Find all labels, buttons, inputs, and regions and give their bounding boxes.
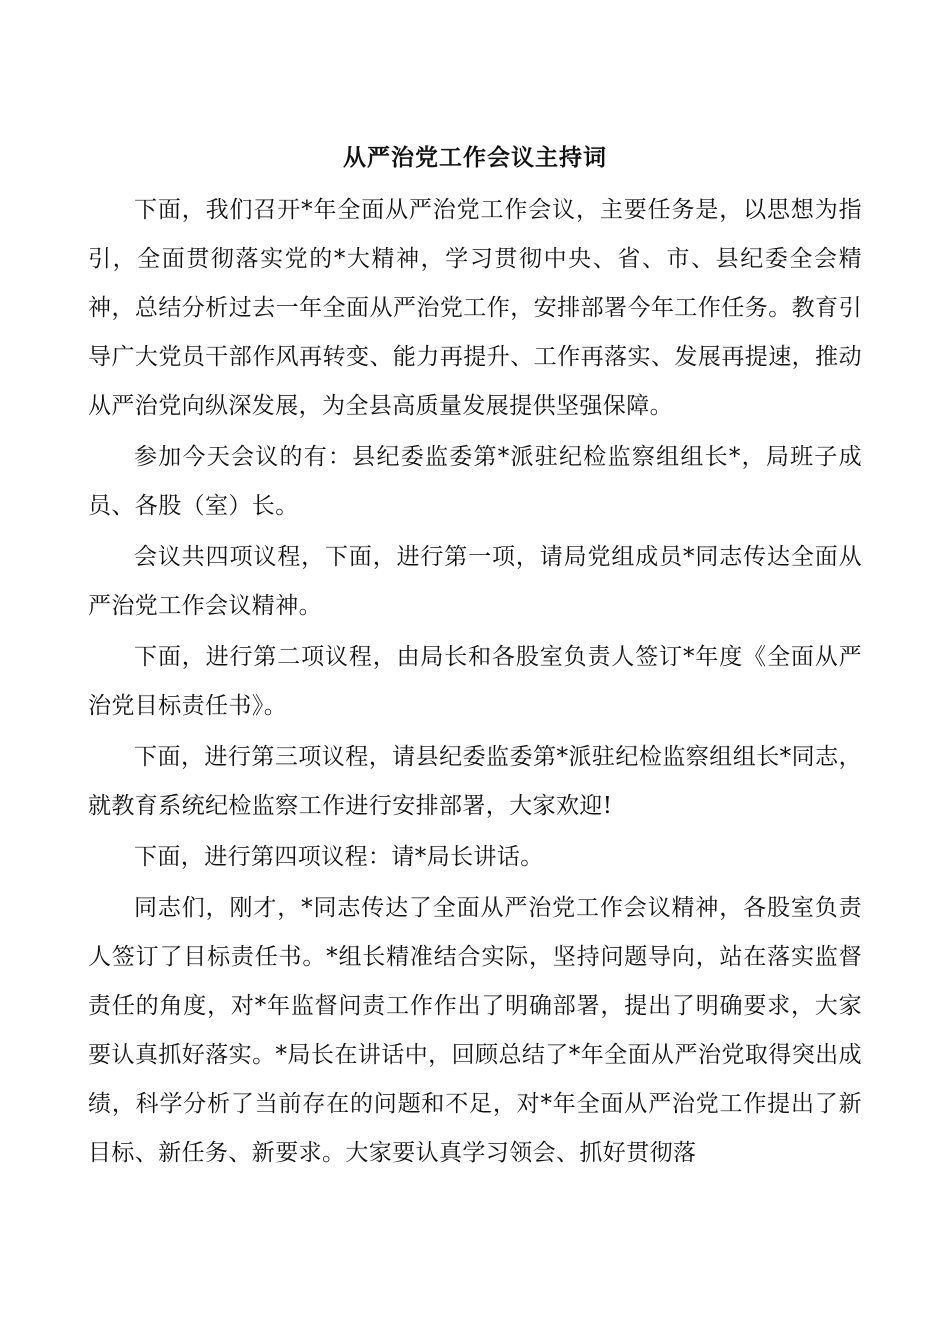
document-title: 从严治党工作会议主持词 (343, 145, 607, 171)
paragraph-summary: 同志们，刚才，*同志传达了全面从严治党工作会议精神，各股室负责人签订了目标责任书。*组长精准结合实际，坚持问题导向，站在落实监督责任的角度，对*年监督问责工作作出了明确部署，提出了明确要求，大家要认真抓好落实。*局长在讲话中，回顾总结了*年全面从严治党取得突出成绩，科学分析了当前存在的问题和不足，对*年全面从严治党工作提出了新目标、新任务、新要求。大家要认真学习领会、抓好贯彻落 (88, 895, 862, 1166)
paragraph-attendees: 参加今天会议的有：县纪委监委第*派驻纪检监察组组长*，局班子成员、各股（室）长。 (88, 444, 862, 519)
paragraph-agenda-1: 会议共四项议程，下面，进行第一项，请局党组成员*同志传达全面从严治党工作会议精神。 (88, 544, 862, 619)
paragraph-agenda-2: 下面，进行第二项议程，由局长和各股室负责人签订*年度《全面从严治党目标责任书》。 (88, 644, 862, 719)
paragraph-agenda-4: 下面，进行第四项议程：请*局长讲话。 (134, 844, 544, 870)
document-page (88, 138, 862, 1180)
paragraph-agenda-3: 下面，进行第三项议程，请县纪委监委第*派驻纪检监察组组长*同志，就教育系统纪检监察工作进行安排部署，大家欢迎! (88, 744, 862, 819)
paragraph-opening: 下面，我们召开*年全面从严治党工作会议，主要任务是，以思想为指引，全面贯彻落实党的*大精神，学习贯彻中央、省、市、县纪委全会精神，总结分析过去一年全面从严治党工作，安排部署今年工作任务。教育引导广大党员干部作风再转变、能力再提升、工作再落实、发展再提速，推动从严治党向纵深发展，为全县高质量发展提供坚强保障。 (88, 197, 862, 419)
